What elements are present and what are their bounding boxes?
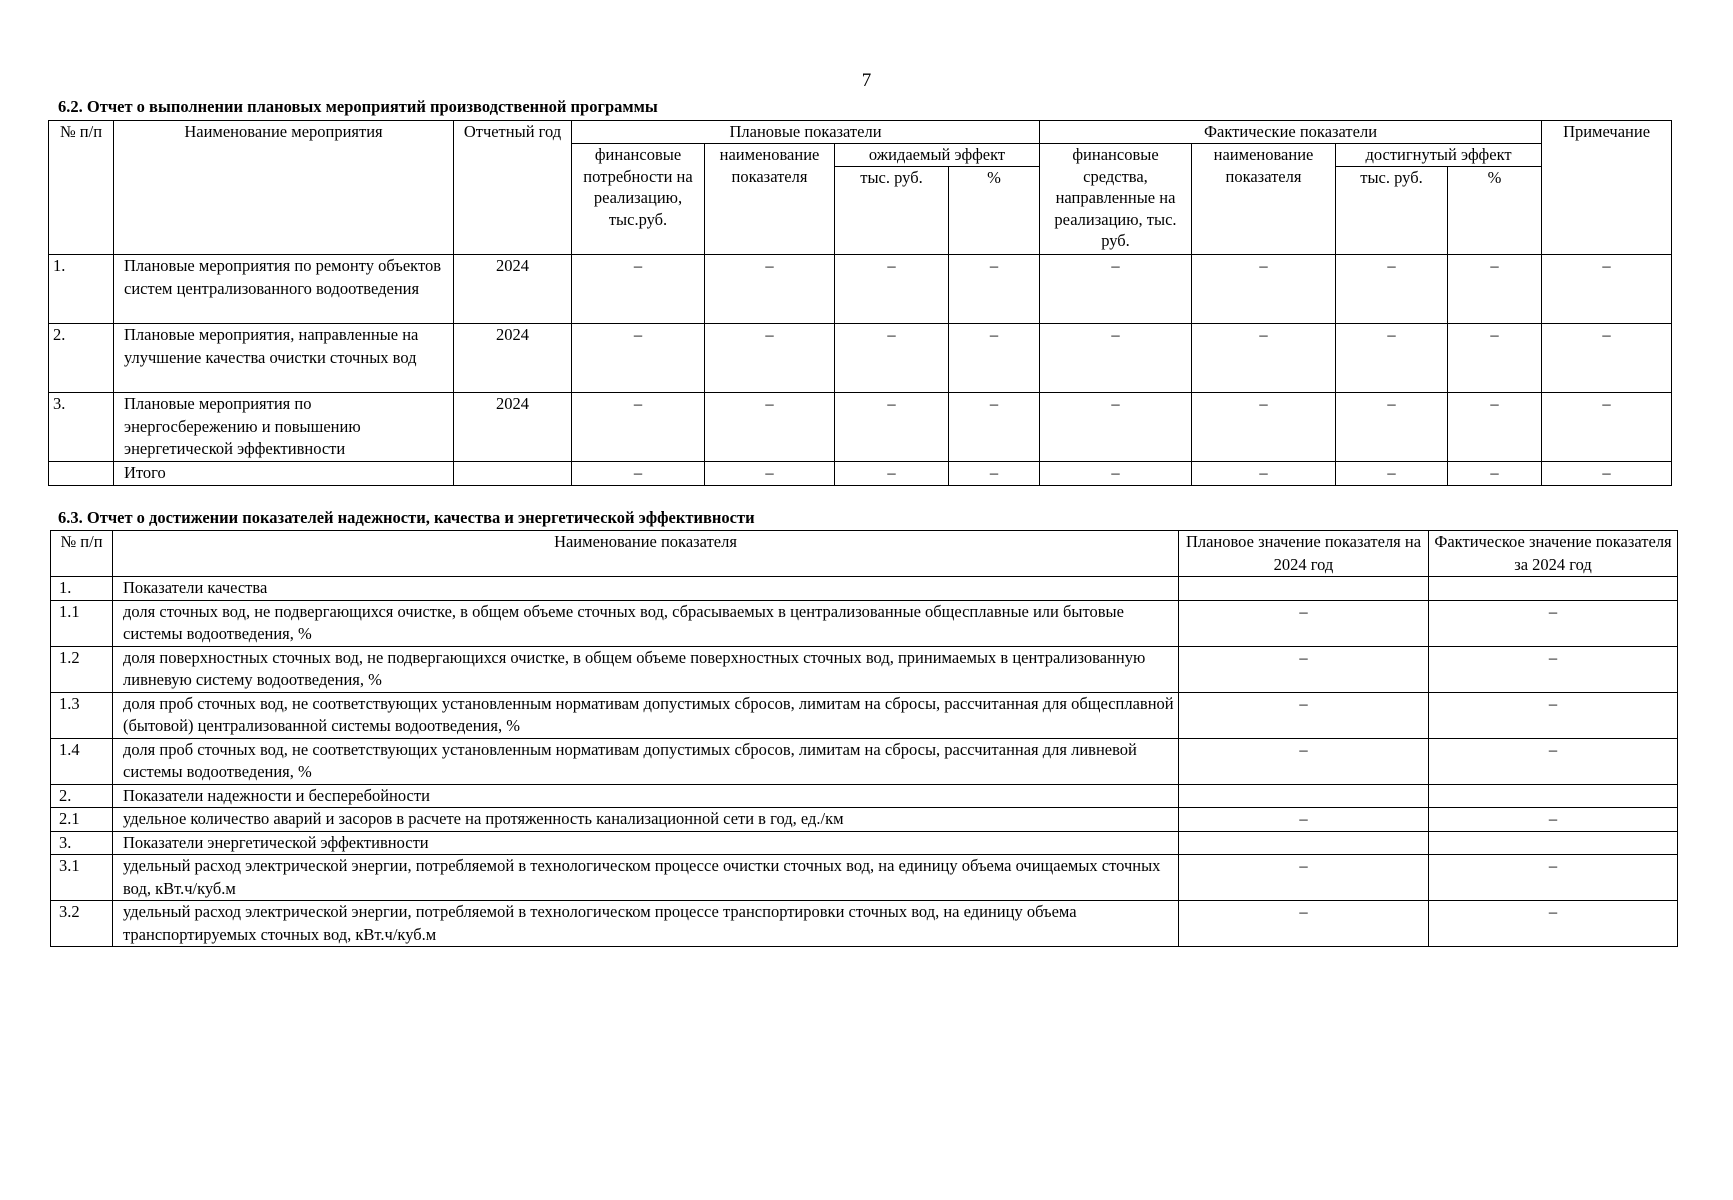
row-activity-name: Плановые мероприятия по энергосбережению и повышению энергетической эффективности (114, 393, 454, 462)
total-year (454, 462, 572, 486)
header-num: № п/п (49, 121, 114, 255)
section-6-2-title: 6.2. Отчет о выполнении плановых мероприятий производственной программы (58, 97, 658, 116)
row-indicator-name: доля сточных вод, не подвергающихся очистке, в общем объеме сточных вод, сбрасываемых в централизованные общесплавные или бытовые системы водоотведения, % (113, 600, 1179, 646)
row-value: – (705, 393, 835, 462)
row-planned-value (1179, 577, 1429, 601)
total-num (49, 462, 114, 486)
page-number: 7 (861, 70, 872, 91)
row-num: 1. (51, 577, 113, 601)
row-num: 1.4 (51, 738, 113, 784)
row-num: 2. (49, 324, 114, 393)
row-year: 2024 (454, 324, 572, 393)
total-value: – (835, 462, 949, 486)
row-indicator-name: Показатели надежности и бесперебойности (113, 784, 1179, 808)
row-num: 1.1 (51, 600, 113, 646)
row-value: – (705, 255, 835, 324)
header-indicator-name-actual: наименование показателя (1192, 144, 1336, 255)
total-note: – (1542, 462, 1672, 486)
row-actual-value: – (1429, 646, 1678, 692)
row-value: – (1192, 255, 1336, 324)
header-planned-indicators: Плановые показатели (572, 121, 1040, 144)
row-num: 2. (51, 784, 113, 808)
row-year: 2024 (454, 393, 572, 462)
header-note: Примечание (1542, 121, 1672, 255)
header-expected-percent: % (949, 167, 1040, 255)
row-year: 2024 (454, 255, 572, 324)
row-planned-value: – (1179, 692, 1429, 738)
row-indicator-name: доля проб сточных вод, не соответствующих установленным нормативам допустимых сбросов, лимитам на сбросы, рассчитанная для общесплавной (бытовой) централизованной системы водоотведения, % (113, 692, 1179, 738)
row-value: – (1040, 255, 1192, 324)
row-activity-name: Плановые мероприятия, направленные на улучшение качества очистки сточных вод (114, 324, 454, 393)
row-indicator-name: удельный расход электрической энергии, потребляемой в технологическом процессе очистки сточных вод, на единицу объема очищаемых сточных вод, кВт.ч/куб.м (113, 855, 1179, 901)
table-row (51, 600, 1678, 646)
row-num: 1. (49, 255, 114, 324)
row-planned-value: – (1179, 855, 1429, 901)
row-indicator-name: удельный расход электрической энергии, потребляемой в технологическом процессе транспортировки сточных вод, на единицу объема транспортируемых сточных вод, кВт.ч/куб.м (113, 901, 1179, 947)
row-note: – (1542, 324, 1672, 393)
table-row (49, 255, 1672, 324)
row-value: – (572, 324, 705, 393)
row-activity-name: Плановые мероприятия по ремонту объектов систем централизованного водоотведения (114, 255, 454, 324)
header-achieved-thousand-rub: тыс. руб. (1336, 167, 1448, 255)
row-value: – (835, 255, 949, 324)
reliability-indicators-table (50, 530, 1678, 947)
row-value: – (1192, 324, 1336, 393)
table-row (49, 393, 1672, 462)
total-value: – (705, 462, 835, 486)
total-row (49, 462, 1672, 486)
total-value: – (949, 462, 1040, 486)
row-actual-value (1429, 784, 1678, 808)
row-num: 3.1 (51, 855, 113, 901)
total-label: Итого (114, 462, 454, 486)
header-expected-thousand-rub: тыс. руб. (835, 167, 949, 255)
total-value: – (1336, 462, 1448, 486)
row-actual-value: – (1429, 901, 1678, 947)
row-indicator-name: доля поверхностных сточных вод, не подвергающихся очистке, в общем объеме поверхностных сточных вод, принимаемых в централизованную ливневую систему водоотведения, % (113, 646, 1179, 692)
header-indicator-name-planned: наименование показателя (705, 144, 835, 255)
section-6-3-title: 6.3. Отчет о достижении показателей надежности, качества и энергетической эффективности (58, 508, 755, 527)
row-planned-value: – (1179, 808, 1429, 832)
row-num: 3. (49, 393, 114, 462)
table-row (51, 808, 1678, 832)
table-row (51, 646, 1678, 692)
row-value: – (1448, 255, 1542, 324)
total-value: – (1040, 462, 1192, 486)
row-num: 3.2 (51, 901, 113, 947)
row-num: 1.2 (51, 646, 113, 692)
row-planned-value: – (1179, 901, 1429, 947)
table-row (51, 855, 1678, 901)
table-row (51, 831, 1678, 855)
row-value: – (835, 393, 949, 462)
row-actual-value (1429, 577, 1678, 601)
table-row (51, 577, 1678, 601)
table-row (51, 692, 1678, 738)
row-value: – (949, 393, 1040, 462)
planned-activities-table (48, 120, 1672, 486)
header-financial-needs: финансовые потребности на реализацию, тыс.руб. (572, 144, 705, 255)
row-value: – (572, 255, 705, 324)
row-value: – (572, 393, 705, 462)
table-row (51, 901, 1678, 947)
total-value: – (1448, 462, 1542, 486)
header-report-year: Отчетный год (454, 121, 572, 255)
row-num: 2.1 (51, 808, 113, 832)
row-value: – (1448, 393, 1542, 462)
header-achieved-percent: % (1448, 167, 1542, 255)
total-value: – (572, 462, 705, 486)
total-value: – (1192, 462, 1336, 486)
row-value: – (835, 324, 949, 393)
header-actual-indicators: Фактические показатели (1040, 121, 1542, 144)
row-actual-value (1429, 831, 1678, 855)
row-value: – (1040, 324, 1192, 393)
row-planned-value: – (1179, 600, 1429, 646)
row-indicator-name: удельное количество аварий и засоров в расчете на протяженность канализационной сети в год, ед./км (113, 808, 1179, 832)
header-actual-value: Фактическое значение показателя за 2024 год (1429, 531, 1678, 577)
table-row (51, 784, 1678, 808)
row-indicator-name: доля проб сточных вод, не соответствующих установленным нормативам допустимых сбросов, лимитам на сбросы, рассчитанная для ливневой системы водоотведения, % (113, 738, 1179, 784)
row-planned-value: – (1179, 738, 1429, 784)
row-planned-value: – (1179, 646, 1429, 692)
row-planned-value (1179, 831, 1429, 855)
row-value: – (1448, 324, 1542, 393)
row-actual-value: – (1429, 692, 1678, 738)
row-actual-value: – (1429, 808, 1678, 832)
header-achieved-effect: достигнутый эффект (1336, 144, 1542, 167)
row-actual-value: – (1429, 738, 1678, 784)
table-row (49, 324, 1672, 393)
header-num: № п/п (51, 531, 113, 577)
row-value: – (949, 324, 1040, 393)
header-indicator-name: Наименование показателя (113, 531, 1179, 577)
row-note: – (1542, 255, 1672, 324)
row-num: 3. (51, 831, 113, 855)
row-note: – (1542, 393, 1672, 462)
header-activity-name: Наименование мероприятия (114, 121, 454, 255)
header-planned-value: Плановое значение показателя на 2024 год (1179, 531, 1429, 577)
header-financial-spent: финансовые средства, направленные на реализацию, тыс. руб. (1040, 144, 1192, 255)
row-indicator-name: Показатели качества (113, 577, 1179, 601)
table-row (51, 738, 1678, 784)
row-value: – (705, 324, 835, 393)
row-value: – (1336, 393, 1448, 462)
row-value: – (1336, 324, 1448, 393)
row-value: – (1336, 255, 1448, 324)
row-num: 1.3 (51, 692, 113, 738)
row-value: – (1192, 393, 1336, 462)
row-value: – (949, 255, 1040, 324)
header-expected-effect: ожидаемый эффект (835, 144, 1040, 167)
row-actual-value: – (1429, 600, 1678, 646)
row-planned-value (1179, 784, 1429, 808)
row-indicator-name: Показатели энергетической эффективности (113, 831, 1179, 855)
row-value: – (1040, 393, 1192, 462)
row-actual-value: – (1429, 855, 1678, 901)
